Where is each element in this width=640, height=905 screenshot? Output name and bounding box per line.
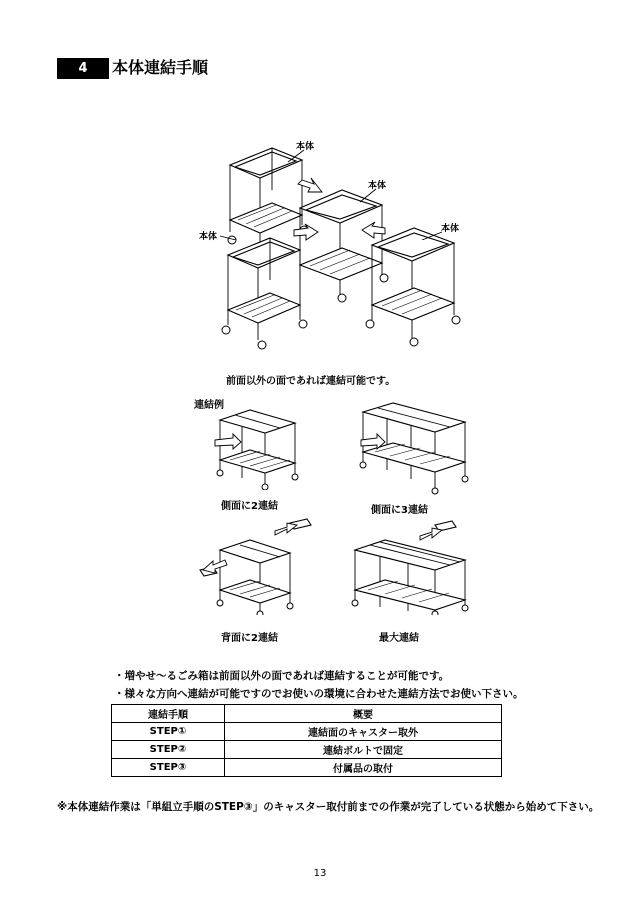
examples-heading: 連結例: [194, 400, 224, 411]
example-caption: 側面に3連結: [371, 505, 428, 516]
example-back-2-figure: [195, 515, 315, 615]
table-header: 連結手順: [112, 705, 225, 723]
steps-table: [111, 704, 502, 777]
page-number: 13: [313, 868, 327, 879]
leader-lines: [200, 140, 450, 240]
note-bullet: ・様々な方向へ連結が可能ですのでお使いの環境に合わせた連結方法でお使い下さい。: [114, 688, 524, 700]
example-side-2-figure: [205, 405, 300, 490]
table-header-row: [112, 705, 502, 723]
main-figure-caption: 前面以外の面であれば連結可能です。: [226, 376, 396, 387]
cart-lower-left: [222, 238, 307, 349]
desc-cell: 付属品の取付: [225, 759, 502, 777]
example-max-figure: [350, 515, 475, 615]
label-body: 本体: [368, 181, 387, 191]
table-row: [112, 759, 502, 777]
desc-cell: 連結ボルトで固定: [225, 741, 502, 759]
section-number-badge: 4: [57, 58, 109, 79]
example-caption: 最大連結: [379, 633, 419, 644]
desc-cell: 連結面のキャスター取外: [225, 723, 502, 741]
table-row: [112, 741, 502, 759]
footer-note: ※本体連結作業は「単組立手順のSTEP③」のキャスター取付前までの作業が完了している状態から始めて下さい。: [57, 801, 600, 813]
example-caption: 背面に2連結: [221, 633, 278, 644]
cart-right: [366, 228, 460, 346]
example-caption: 側面に2連結: [221, 501, 278, 512]
table-row: [112, 723, 502, 741]
label-body: 本体: [199, 232, 218, 242]
label-body: 本体: [296, 142, 315, 152]
step-cell: STEP②: [112, 741, 225, 759]
note-bullet: ・増やせ～るごみ箱は前面以外の面であれば連結することが可能です。: [114, 670, 450, 682]
step-cell: STEP③: [112, 759, 225, 777]
step-cell: STEP①: [112, 723, 225, 741]
section-title: 本体連結手順: [112, 58, 209, 77]
table-header: 概要: [225, 705, 502, 723]
example-side-3-figure: [355, 400, 470, 495]
label-body: 本体: [441, 224, 460, 234]
